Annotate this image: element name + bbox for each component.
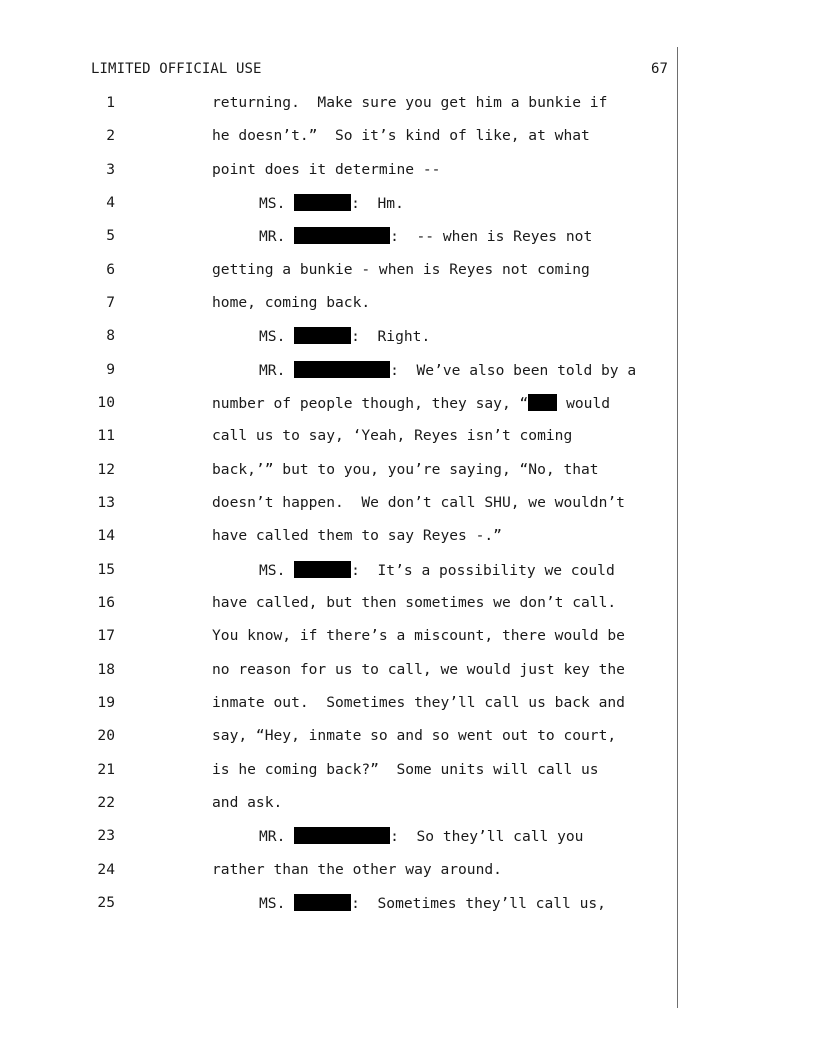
text-segment: MR. xyxy=(259,362,295,379)
transcript-line xyxy=(0,861,816,881)
text-segment: getting a bunkie - when is Reyes not coming xyxy=(212,261,590,278)
line-text xyxy=(212,494,625,511)
line-number: 1 xyxy=(106,94,115,111)
text-segment: : Sometimes they’ll call us, xyxy=(351,895,606,912)
text-segment: : Right. xyxy=(351,328,431,345)
line-text xyxy=(212,427,572,444)
transcript-line xyxy=(0,327,816,347)
line-text xyxy=(212,727,616,744)
line-text xyxy=(212,161,440,178)
text-segment: is he coming back?” Some units will call us xyxy=(212,761,599,778)
text-segment: point does it determine -- xyxy=(212,161,441,178)
line-number: 9 xyxy=(106,361,115,378)
redaction-block xyxy=(528,394,557,411)
transcript-line xyxy=(0,427,816,447)
transcript-line xyxy=(0,627,816,647)
text-segment: and ask. xyxy=(212,794,283,811)
text-segment: MS. xyxy=(259,328,295,345)
text-segment: inmate out. Sometimes they’ll call us back and xyxy=(212,694,625,711)
line-number: 5 xyxy=(106,227,115,244)
line-number: 24 xyxy=(97,861,115,878)
text-segment: : Hm. xyxy=(351,195,404,212)
redaction-block xyxy=(294,227,390,244)
transcript-line xyxy=(0,661,816,681)
line-text xyxy=(212,527,502,544)
line-text xyxy=(212,594,616,611)
transcript-line xyxy=(0,694,816,714)
transcript-line xyxy=(0,361,816,381)
transcript-line xyxy=(0,527,816,547)
text-segment: no reason for us to call, we would just key the xyxy=(212,661,625,678)
redaction-block xyxy=(294,327,351,344)
line-number: 7 xyxy=(106,294,115,311)
text-segment: doesn’t happen. We don’t call SHU, we wouldn’t xyxy=(212,494,625,511)
transcript-line xyxy=(0,561,816,581)
line-number: 19 xyxy=(97,694,115,711)
line-number: 4 xyxy=(106,194,115,211)
transcript-line xyxy=(0,494,816,514)
line-number: 6 xyxy=(106,261,115,278)
transcript-line xyxy=(0,894,816,914)
line-number: 18 xyxy=(97,661,115,678)
text-segment: have called them to say Reyes -.” xyxy=(212,527,502,544)
line-text xyxy=(212,694,625,711)
text-segment: have called, but then sometimes we don’t call. xyxy=(212,594,617,611)
page-header xyxy=(91,61,668,81)
transcript-line xyxy=(0,161,816,181)
classification-marking: LIMITED OFFICIAL USE xyxy=(91,61,262,77)
line-number: 16 xyxy=(97,594,115,611)
transcript-line xyxy=(0,127,816,147)
line-text xyxy=(212,261,590,278)
speaker-line-text xyxy=(259,561,615,579)
text-segment: returning. Make sure you get him a bunkie if xyxy=(212,94,608,111)
transcript-line xyxy=(0,827,816,847)
text-segment: MR. xyxy=(259,228,295,245)
text-segment: : It’s a possibility we could xyxy=(351,562,615,579)
speaker-line-text xyxy=(259,361,636,379)
line-number: 22 xyxy=(97,794,115,811)
line-text xyxy=(212,461,599,478)
line-number: 25 xyxy=(97,894,115,911)
speaker-line-text xyxy=(259,894,606,912)
text-segment: call us to say, ‘Yeah, Reyes isn’t coming xyxy=(212,427,573,444)
line-number: 2 xyxy=(106,127,115,144)
text-segment: You know, if there’s a miscount, there would be xyxy=(212,627,625,644)
transcript-line xyxy=(0,594,816,614)
redaction-block xyxy=(294,827,390,844)
line-number: 17 xyxy=(97,627,115,644)
text-segment: rather than the other way around. xyxy=(212,861,502,878)
line-number: 20 xyxy=(97,727,115,744)
text-segment: back,’” but to you, you’re saying, “No, that xyxy=(212,461,599,478)
transcript-line xyxy=(0,94,816,114)
text-segment: home, coming back. xyxy=(212,294,371,311)
line-text xyxy=(212,294,370,311)
page-number: 67 xyxy=(650,61,668,77)
line-text xyxy=(212,627,625,644)
text-segment: say, “Hey, inmate so and so went out to court, xyxy=(212,727,617,744)
line-text xyxy=(212,661,625,678)
speaker-line-text xyxy=(259,827,583,845)
line-text xyxy=(212,94,607,111)
text-segment: MR. xyxy=(259,828,295,845)
line-number: 14 xyxy=(97,527,115,544)
text-segment: MS. xyxy=(259,195,295,212)
line-text xyxy=(212,127,590,144)
line-text xyxy=(212,761,599,778)
redaction-block xyxy=(294,894,351,911)
transcript-line xyxy=(0,261,816,281)
speaker-line-text xyxy=(259,327,430,345)
line-number: 23 xyxy=(97,827,115,844)
transcript-line xyxy=(0,227,816,247)
redaction-block xyxy=(294,194,351,211)
text-segment: MS. xyxy=(259,562,295,579)
line-number: 8 xyxy=(106,327,115,344)
transcript-line xyxy=(0,761,816,781)
transcript-line xyxy=(0,394,816,414)
transcript-line xyxy=(0,794,816,814)
line-text xyxy=(212,861,502,878)
redaction-block xyxy=(294,561,351,578)
line-number: 10 xyxy=(97,394,115,411)
text-segment: : We’ve also been told by a xyxy=(390,362,637,379)
transcript-line xyxy=(0,194,816,214)
line-number: 3 xyxy=(106,161,115,178)
line-number: 15 xyxy=(97,561,115,578)
redaction-block xyxy=(294,361,390,378)
text-segment: he doesn’t.” So it’s kind of like, at what xyxy=(212,127,590,144)
line-text xyxy=(212,794,282,811)
speaker-line-text xyxy=(259,227,592,245)
line-number: 12 xyxy=(97,461,115,478)
speaker-line-text xyxy=(259,194,404,212)
text-segment: would xyxy=(557,395,611,412)
transcript-line xyxy=(0,294,816,314)
line-number: 13 xyxy=(97,494,115,511)
line-text xyxy=(212,394,610,412)
text-segment: MS. xyxy=(259,895,295,912)
line-number: 11 xyxy=(97,427,115,444)
text-segment: : -- when is Reyes not xyxy=(390,228,593,245)
transcript-line xyxy=(0,461,816,481)
line-number: 21 xyxy=(97,761,115,778)
text-segment: : So they’ll call you xyxy=(390,828,584,845)
transcript-line xyxy=(0,727,816,747)
text-segment: number of people though, they say, “ xyxy=(212,395,529,412)
